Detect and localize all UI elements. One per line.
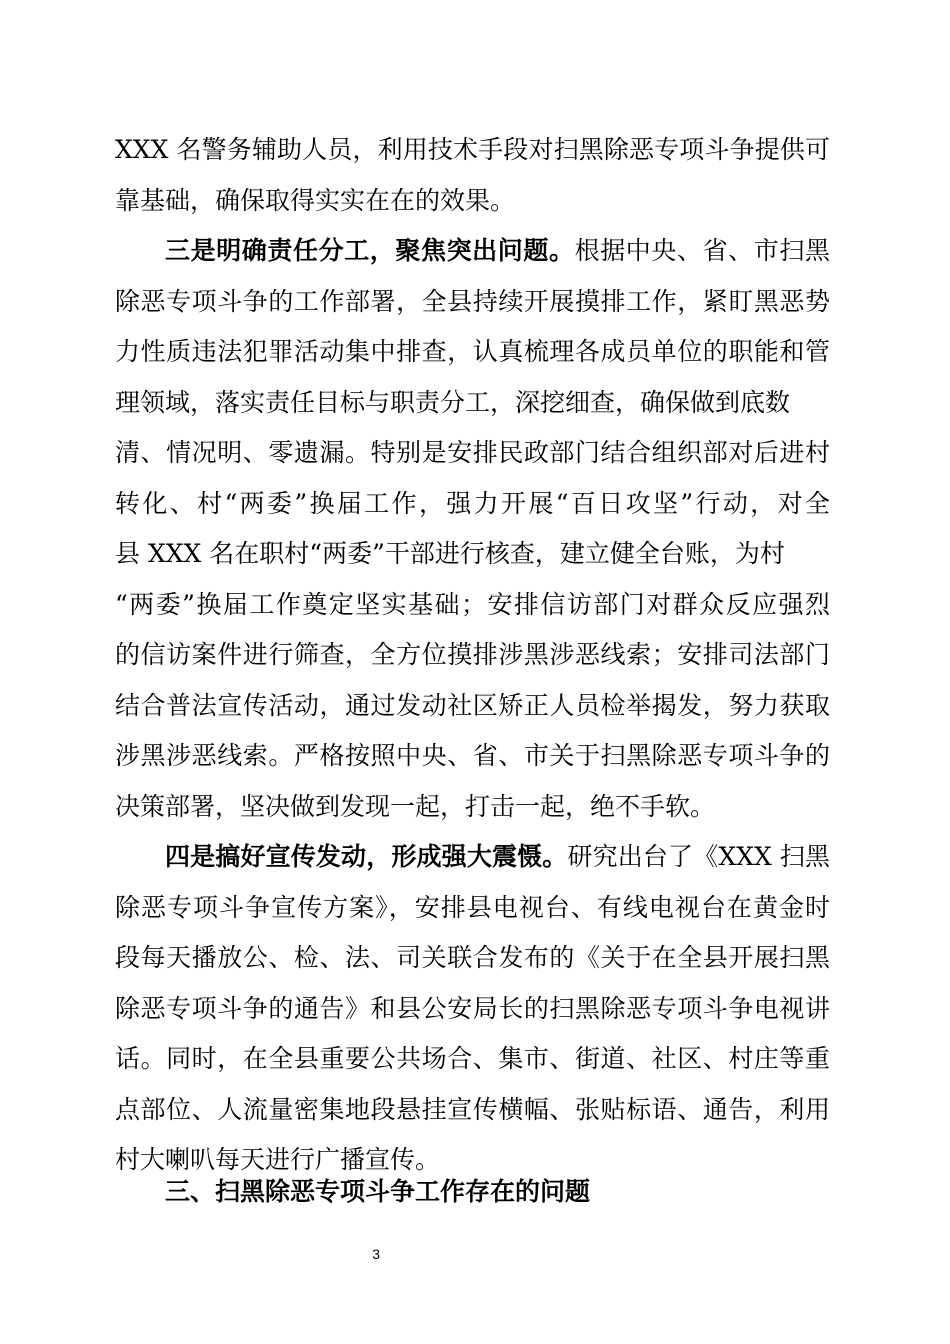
body-line: 的信访案件进行筛查，全方位摸排涉黑涉恶线索；安排司法部门: [115, 640, 830, 669]
body-line: 除恶专项斗争宣传方案》，安排县电视台、有线电视台在黄金时: [115, 893, 830, 922]
body-line: 清、情况明、零遗漏。特别是安排民政部门结合组织部对后进村: [115, 438, 830, 467]
body-line: XXX 名警务辅助人员，利用技术手段对扫黑除恶专项斗争提供可: [115, 135, 830, 164]
body-line: 力性质违法犯罪活动集中排查，认真梳理各成员单位的职能和管: [115, 337, 830, 366]
body-line: 决策部署，坚决做到发现一起，打击一起，绝不手软。: [115, 792, 716, 821]
paragraph-lead: 四是搞好宣传发动，形成强大震慑。: [165, 842, 568, 871]
body-line: “两委”换届工作奠定坚实基础；安排信访部门对群众反应强烈: [115, 590, 830, 619]
body-line: 点部位、人流量密集地段悬挂宣传横幅、张贴标语、通告，利用: [115, 1095, 830, 1124]
body-line: 话。同时，在全县重要公共场合、集市、街道、社区、村庄等重: [115, 1044, 830, 1073]
body-line: 涉黑涉恶线索。严格按照中央、省、市关于扫黑除恶专项斗争的: [115, 741, 830, 770]
paragraph-first-line: [165, 840, 830, 874]
body-line: 段每天播放公、检、法、司关联合发布的《关于在全县开展扫黑: [115, 943, 830, 972]
body-line: 县 XXX 名在职村“两委”干部进行核查，建立健全台账，为村: [115, 539, 785, 568]
section-heading: 三、扫黑除恶专项斗争工作存在的问题: [165, 1177, 591, 1206]
body-line: 结合普法宣传活动，通过发动社区矫正人员检举揭发，努力获取: [115, 691, 830, 720]
paragraph-lead-rest: 根据中央、省、市扫黑: [574, 236, 830, 265]
body-line: 靠基础，确保取得实实在在的效果。: [115, 186, 516, 215]
body-line: 村大喇叭每天进行广播宣传。: [115, 1145, 441, 1174]
paragraph-first-line: [165, 234, 830, 268]
body-line: 理领域，落实责任目标与职责分工，深挖细查，确保做到底数: [115, 388, 791, 417]
body-line: 除恶专项斗争的工作部署，全县持续开展摸排工作，紧盯黑恶势: [115, 287, 830, 316]
page-number: 3: [372, 1246, 380, 1262]
body-line: 除恶专项斗争的通告》和县公安局长的扫黑除恶专项斗争电视讲: [115, 994, 830, 1023]
body-line: 转化、村“两委”换届工作，强力开展“百日攻坚”行动，对全: [115, 489, 830, 518]
paragraph-lead-rest: 研究出台了《XXX 扫黑: [567, 842, 830, 871]
paragraph-lead: 三是明确责任分工，聚焦突出问题。: [165, 236, 575, 265]
